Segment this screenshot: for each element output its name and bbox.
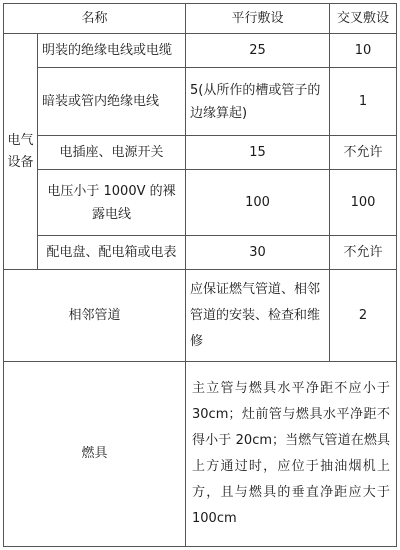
row-cross: 不允许	[330, 136, 397, 170]
table-row	[4, 362, 397, 547]
table-row	[4, 170, 397, 236]
table-row	[4, 270, 397, 362]
table-row	[4, 34, 397, 68]
row-cross: 2	[330, 270, 397, 362]
row-name: 燃具	[4, 362, 186, 547]
row-name: 相邻管道	[4, 270, 186, 362]
group-label-electrical	[4, 34, 38, 270]
table-row	[4, 68, 397, 136]
row-parallel: 25	[186, 34, 330, 68]
row-name: 电插座、电源开关	[38, 136, 186, 170]
row-parallel: 30	[186, 236, 330, 270]
row-name: 明装的绝缘电线或电缆	[38, 34, 186, 68]
row-name: 暗装或管内绝缘电线	[38, 68, 186, 136]
row-name: 电压小于 1000V 的裸露电线	[38, 170, 186, 236]
row-cross: 1	[330, 68, 397, 136]
group-label-line: 设备	[7, 154, 34, 170]
row-cross: 100	[330, 170, 397, 236]
row-parallel: 应保证燃气管道、相邻管道的安装、检查和维修	[186, 270, 330, 362]
group-label-line: 电气	[7, 132, 34, 148]
row-note: 主立管与燃具水平净距不应小于30cm；灶前管与燃具水平净距不得小于 20cm；当燃气管道在燃具上方通过时，应位于抽油烟机上方，且与燃具的垂直净距应大于100cm	[186, 362, 397, 547]
row-parallel: 15	[186, 136, 330, 170]
header-parallel: 平行敷设	[186, 4, 330, 34]
header-name: 名称	[4, 4, 186, 34]
gas-pipe-spacing-table	[3, 3, 397, 547]
row-cross: 10	[330, 34, 397, 68]
header-cross: 交叉敷设	[330, 4, 397, 34]
row-name: 配电盘、配电箱或电表	[38, 236, 186, 270]
row-parallel: 5(从所作的槽或管子的边缘算起)	[186, 68, 330, 136]
row-cross: 不允许	[330, 236, 397, 270]
row-parallel: 100	[186, 170, 330, 236]
table-row	[4, 136, 397, 170]
table-row	[4, 236, 397, 270]
header-row	[4, 4, 397, 34]
